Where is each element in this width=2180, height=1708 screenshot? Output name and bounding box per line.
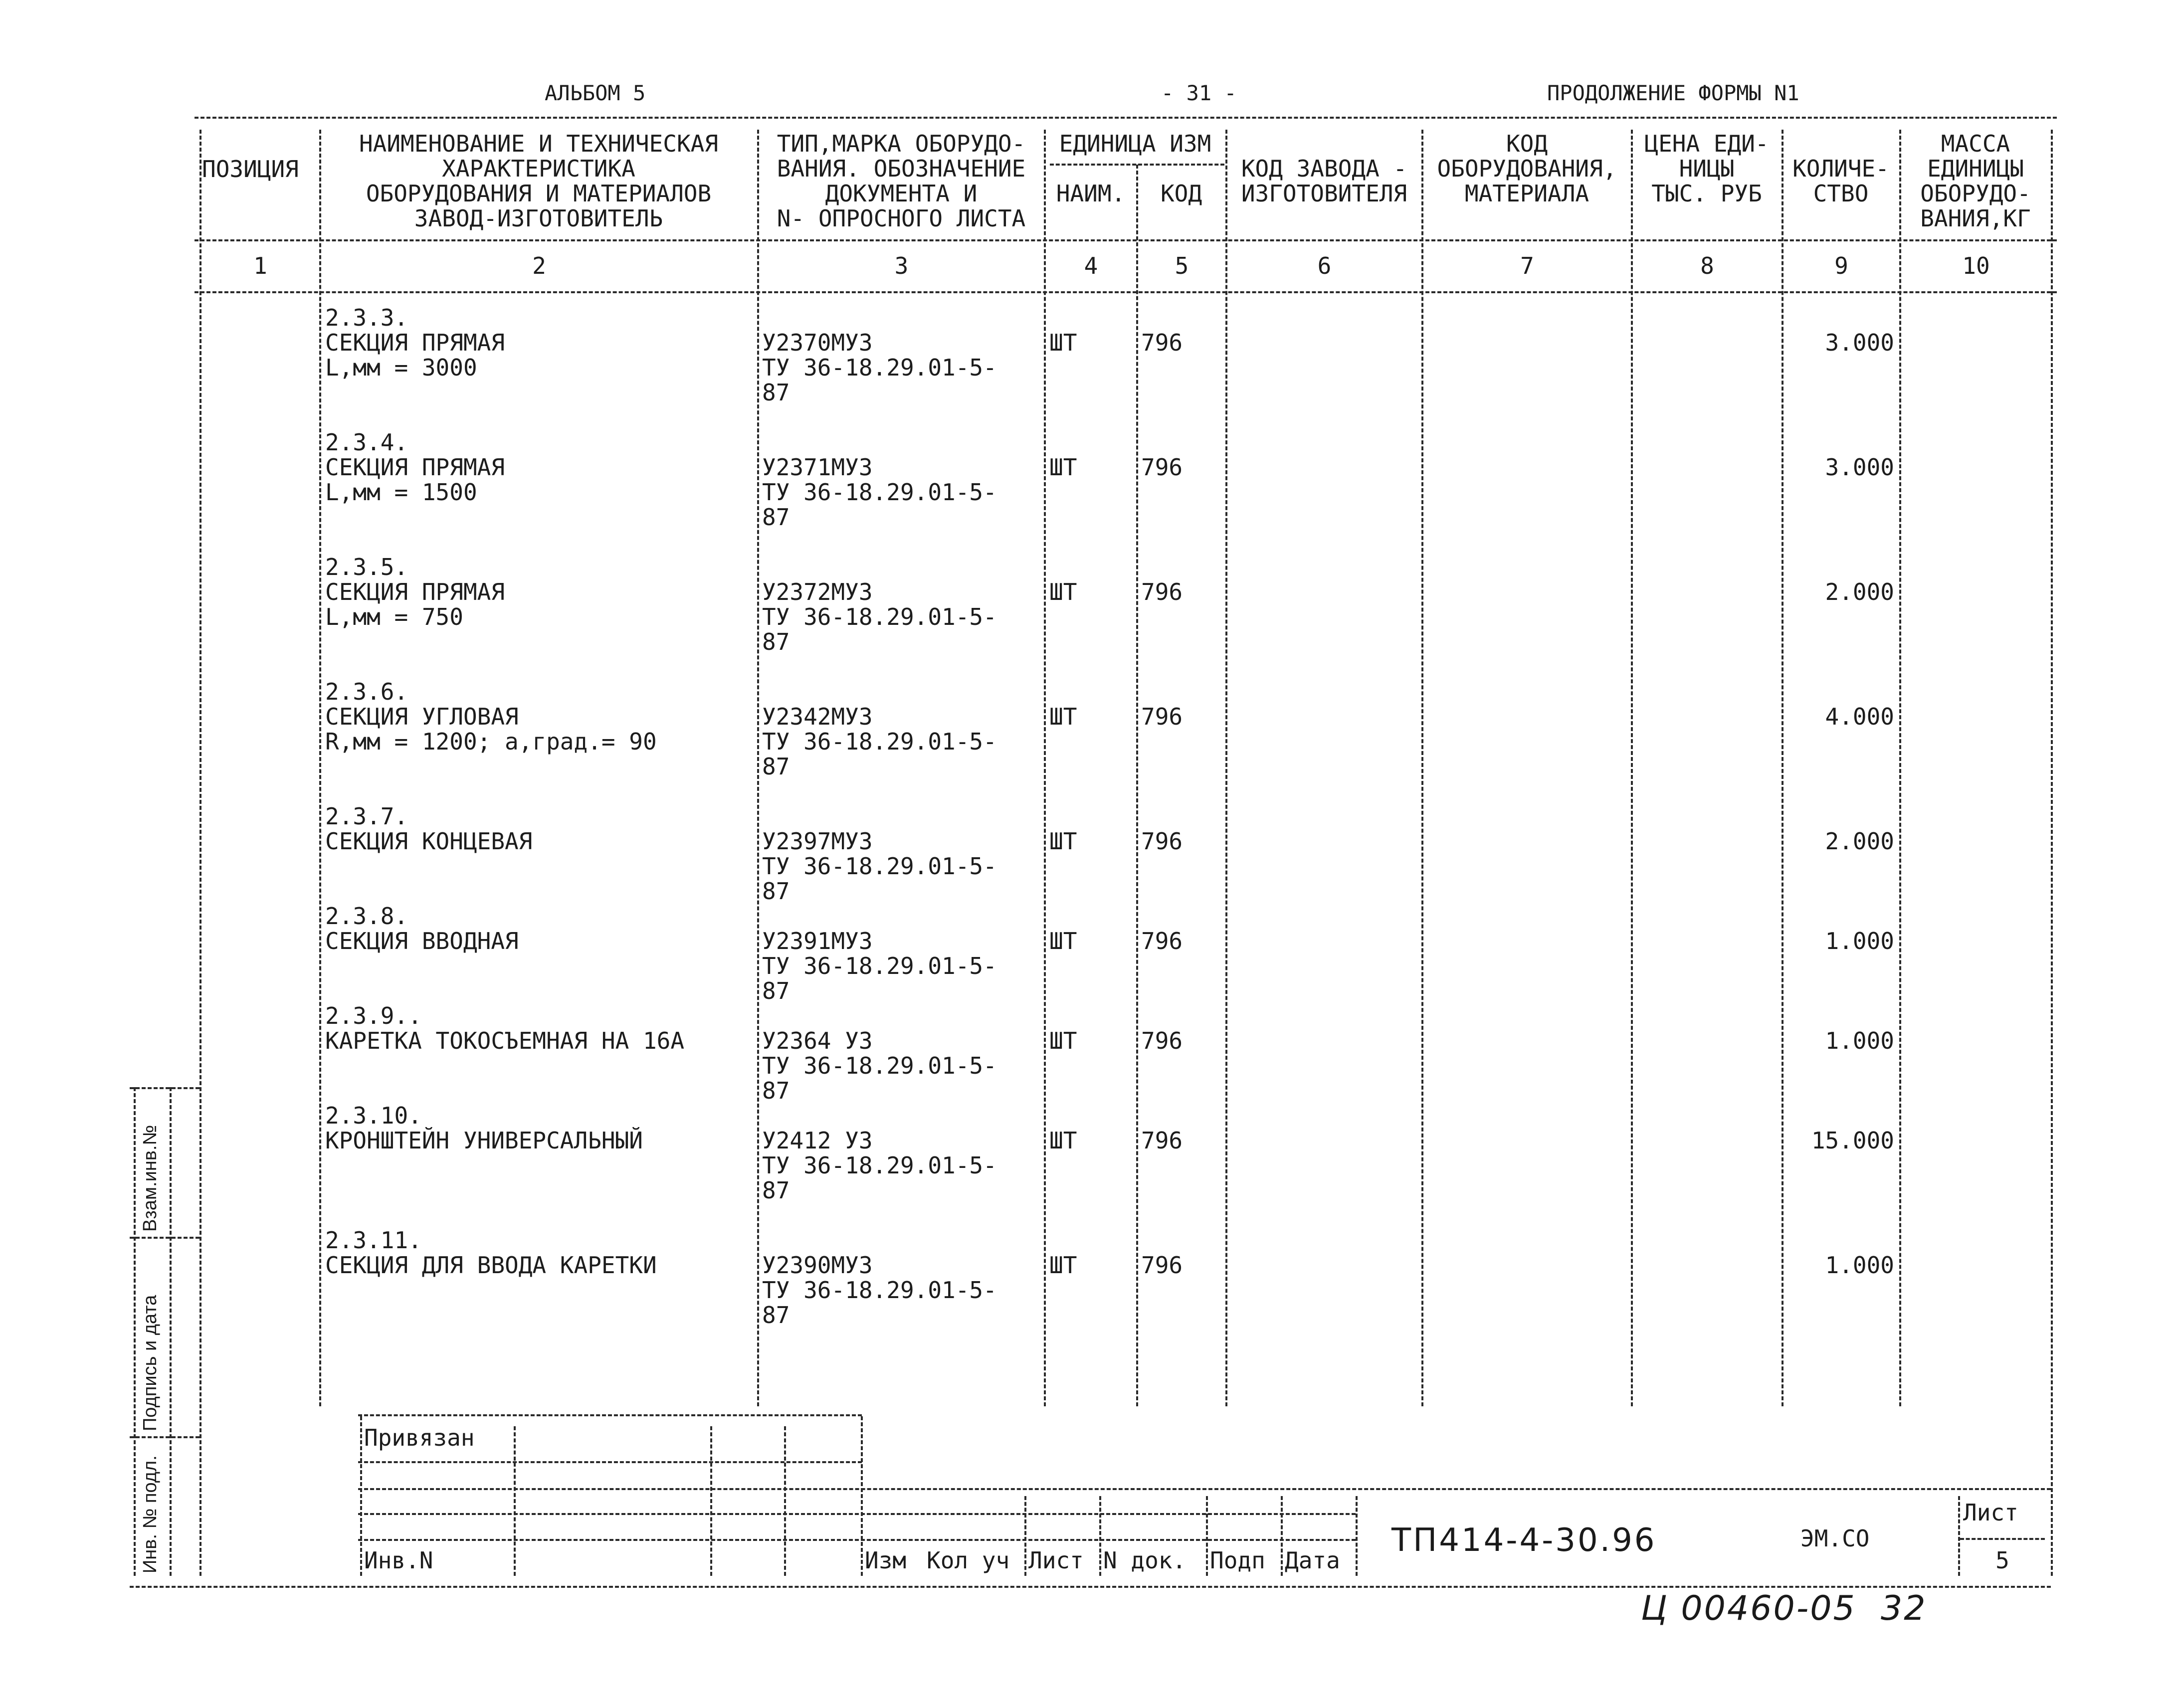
col-header-qty-1: КОЛИЧЕ- (1792, 155, 1889, 182)
row-type-line: ТУ 36-18.29.01-5- (762, 603, 997, 630)
row-unit: ШТ (1049, 828, 1077, 855)
row-number: 2.3.10. (325, 1102, 422, 1129)
stamp-line-i (1281, 1496, 1283, 1576)
col-number-5: 5 (1175, 252, 1189, 279)
stamp-privyazan: Привязан (364, 1424, 475, 1451)
col-line-0 (199, 130, 201, 1576)
row-unit-code: 796 (1141, 828, 1183, 855)
row-type-line: У2390МУЗ (762, 1252, 873, 1279)
col-line-1 (319, 130, 321, 1406)
col-header-mass-1: МАССА (1941, 130, 2010, 157)
row-type-line: 87 (762, 379, 790, 406)
row-name-line: СЕКЦИЯ ПРЯМАЯ (325, 329, 505, 356)
side-rule-3 (130, 1436, 199, 1438)
row-unit: ШТ (1049, 1027, 1077, 1054)
col-number-9: 9 (1834, 252, 1848, 279)
stamp-line-d (784, 1426, 786, 1576)
row-unit: ШТ (1049, 578, 1077, 605)
col-line-9 (1899, 130, 1901, 1406)
row-name-line: КАРЕТКА ТОКОСЪЕМНАЯ НА 16А (325, 1027, 685, 1054)
row-type-line: У2342МУЗ (762, 703, 873, 730)
row-type-line: ТУ 36-18.29.01-5- (762, 1052, 997, 1079)
row-unit: ШТ (1049, 329, 1077, 356)
row-quantity: 1.000 (1825, 928, 1894, 954)
stamp-sheet-number: 5 (1995, 1547, 2009, 1574)
row-unit: ШТ (1049, 703, 1077, 730)
row-unit-code: 796 (1141, 1127, 1183, 1154)
col-header-mass-2: ЕДИНИЦЫ (1927, 155, 2024, 182)
side-podpis: Подпись и дата (140, 1295, 161, 1431)
row-number: 2.3.4. (325, 429, 408, 456)
row-type-line: ТУ 36-18.29.01-5- (762, 1152, 997, 1179)
col-line-5 (1225, 130, 1227, 1406)
rule-sheet-split (1960, 1538, 2045, 1540)
row-name-line: R,мм = 1200; a,град.= 90 (325, 728, 657, 755)
stamp-inv: Инв.N (364, 1547, 433, 1574)
row-name-line: СЕКЦИЯ ПРЯМАЯ (325, 454, 505, 481)
col-line-10 (2051, 130, 2053, 1576)
col-number-7: 7 (1520, 252, 1534, 279)
rule-header-top (195, 117, 2057, 119)
stamp-line-f (1024, 1496, 1026, 1576)
row-unit-code: 796 (1141, 329, 1183, 356)
row-number: 2.3.9.. (325, 1002, 422, 1029)
row-name-line: СЕКЦИЯ КОНЦЕВАЯ (325, 828, 533, 855)
row-quantity: 4.000 (1825, 703, 1894, 730)
handwritten-reference: Ц 00460-05 32 (1641, 1589, 1927, 1628)
row-type-line: ТУ 36-18.29.01-5- (762, 1277, 997, 1304)
col-line-3 (1044, 130, 1046, 1406)
stamp-data: Дата (1285, 1547, 1340, 1574)
col-number-1: 1 (253, 252, 267, 279)
row-unit: ШТ (1049, 928, 1077, 954)
row-type-line: ТУ 36-18.29.01-5- (762, 354, 997, 381)
stamp-podp: Подп (1210, 1547, 1265, 1574)
col-header-price-2: НИЦЫ (1679, 155, 1735, 182)
row-name-line: СЕКЦИЯ ВВОДНАЯ (325, 928, 519, 954)
row-type-line: ТУ 36-18.29.01-5- (762, 728, 997, 755)
row-type-line: 87 (762, 504, 790, 531)
row-quantity: 3.000 (1825, 329, 1894, 356)
col-header-name-3: ОБОРУДОВАНИЯ И МАТЕРИАЛОВ (366, 180, 712, 207)
col-header-name-1: НАИМЕНОВАНИЕ И ТЕХНИЧЕСКАЯ (359, 130, 719, 157)
row-type-line: 87 (762, 977, 790, 1004)
row-quantity: 1.000 (1825, 1027, 1894, 1054)
rule-stamp-r2 (358, 1488, 2051, 1490)
stamp-izm: Изм (865, 1547, 907, 1574)
col-line-4 (1136, 165, 1138, 1406)
col-line-8 (1782, 130, 1784, 1406)
col-header-type-1: ТИП,МАРКА ОБОРУДО- (777, 130, 1026, 157)
stamp-line-g (1099, 1496, 1101, 1576)
stamp-line-e (861, 1416, 863, 1576)
col-line-6 (1421, 130, 1423, 1406)
stamp-kol-uch: Кол уч (927, 1547, 1010, 1574)
stamp-line-a (360, 1416, 362, 1576)
side-line-right (170, 1087, 172, 1576)
side-vzam: Взам.инв.№ (140, 1125, 161, 1232)
col-number-8: 8 (1700, 252, 1714, 279)
row-name-line: КРОНШТЕЙН УНИВЕРСАЛЬНЫЙ (325, 1127, 643, 1154)
col-header-equip-code-2: ОБОРУДОВАНИЯ, (1437, 155, 1617, 182)
col-header-factory-code-1: КОД ЗАВОДА - (1241, 155, 1407, 182)
col-header-unit-code: КОД (1160, 180, 1202, 207)
rule-header-bottom (195, 239, 2057, 241)
stamp-sheet-label: Лист (1963, 1499, 2018, 1526)
row-type-line: У2412 УЗ (762, 1127, 873, 1154)
row-type-line: 87 (762, 628, 790, 655)
row-number: 2.3.3. (325, 304, 408, 331)
stamp-line-j (1356, 1496, 1358, 1576)
row-type-line: 87 (762, 1177, 790, 1204)
rule-page-bottom (130, 1586, 2051, 1588)
row-type-line: 87 (762, 753, 790, 780)
stamp-line-c (710, 1426, 712, 1576)
row-unit-code: 796 (1141, 703, 1183, 730)
stamp-n-dok: N док. (1103, 1547, 1187, 1574)
side-rule-2 (130, 1237, 199, 1239)
stamp-line-h (1206, 1496, 1208, 1576)
row-unit-code: 796 (1141, 454, 1183, 481)
col-header-unit-group: ЕДИНИЦА ИЗМ (1059, 130, 1211, 157)
col-line-2 (757, 130, 759, 1406)
row-quantity: 1.000 (1825, 1252, 1894, 1279)
col-header-type-3: ДОКУМЕНТА И (825, 180, 978, 207)
col-header-mass-3: ОБОРУДО- (1920, 180, 2031, 207)
row-type-line: ТУ 36-18.29.01-5- (762, 479, 997, 506)
continuation-label: ПРОДОЛЖЕНИЕ ФОРМЫ N1 (1547, 81, 1799, 105)
row-unit-code: 796 (1141, 578, 1183, 605)
row-number: 2.3.6. (325, 678, 408, 705)
row-quantity: 15.000 (1811, 1127, 1894, 1154)
row-name-line: СЕКЦИЯ ДЛЯ ВВОДА КАРЕТКИ (325, 1252, 657, 1279)
row-number: 2.3.8. (325, 903, 408, 930)
album-label: АЛЬБОМ 5 (545, 81, 646, 105)
row-unit: ШТ (1049, 1127, 1077, 1154)
stamp-mark: ЭМ.СО (1800, 1525, 1870, 1552)
row-unit: ШТ (1049, 454, 1077, 481)
col-number-4: 4 (1084, 252, 1098, 279)
col-header-qty-2: СТВО (1813, 180, 1869, 207)
col-number-2: 2 (532, 252, 546, 279)
col-header-mass-4: ВАНИЯ,КГ (1920, 205, 2031, 232)
col-number-6: 6 (1317, 252, 1332, 279)
stamp-doc-code: ТП414-4-30.96 (1391, 1522, 1657, 1559)
row-quantity: 2.000 (1825, 578, 1894, 605)
row-type-line: У2364 УЗ (762, 1027, 873, 1054)
row-name-line: L,мм = 750 (325, 603, 463, 630)
rule-numbers-bottom (195, 291, 2057, 293)
col-header-unit-name: НАИМ. (1056, 180, 1126, 207)
col-number-10: 10 (1962, 252, 1990, 279)
row-type-line: У2370МУЗ (762, 329, 873, 356)
row-type-line: У2371МУЗ (762, 454, 873, 481)
row-number: 2.3.7. (325, 803, 408, 830)
stamp-line-b (514, 1426, 516, 1576)
row-type-line: 87 (762, 1302, 790, 1328)
row-type-line: ТУ 36-18.29.01-5- (762, 952, 997, 979)
col-number-3: 3 (894, 252, 909, 279)
row-type-line: У2391МУЗ (762, 928, 873, 954)
row-type-line: ТУ 36-18.29.01-5- (762, 853, 997, 880)
row-type-line: 87 (762, 1077, 790, 1104)
row-unit-code: 796 (1141, 928, 1183, 954)
row-unit: ШТ (1049, 1252, 1077, 1279)
rule-stamp-top (358, 1414, 862, 1416)
col-header-equip-code-3: МАТЕРИАЛА (1464, 180, 1589, 207)
side-line-left (134, 1087, 136, 1576)
col-header-factory-code-2: ИЗГОТОВИТЕЛЯ (1241, 180, 1407, 207)
row-unit-code: 796 (1141, 1027, 1183, 1054)
row-name-line: L,мм = 1500 (325, 479, 477, 506)
side-inv-podl: Инв. № подл. (140, 1455, 161, 1573)
row-name-line: СЕКЦИЯ ПРЯМАЯ (325, 578, 505, 605)
col-header-type-2: ВАНИЯ. ОБОЗНАЧЕНИЕ (777, 155, 1026, 182)
col-header-type-4: N- ОПРОСНОГО ЛИСТА (777, 205, 1026, 232)
page-number: - 31 - (1161, 81, 1237, 105)
row-type-line: У2397МУЗ (762, 828, 873, 855)
col-line-7 (1631, 130, 1633, 1406)
row-name-line: СЕКЦИЯ УГЛОВАЯ (325, 703, 519, 730)
row-unit-code: 796 (1141, 1252, 1183, 1279)
col-header-price-1: ЦЕНА ЕДИ- (1644, 130, 1769, 157)
row-quantity: 2.000 (1825, 828, 1894, 855)
row-number: 2.3.11. (325, 1227, 422, 1254)
row-quantity: 3.000 (1825, 454, 1894, 481)
side-rule-1 (130, 1087, 199, 1089)
rule-stamp-r1 (358, 1461, 862, 1463)
col-header-name-2: ХАРАКТЕРИСТИКА (442, 155, 635, 182)
stamp-list: Лист (1028, 1547, 1084, 1574)
col-header-price-3: ТЫС. РУБ (1651, 180, 1762, 207)
row-type-line: 87 (762, 878, 790, 905)
col-header-position: ПОЗИЦИЯ (202, 156, 299, 183)
col-header-name-4: ЗАВОД-ИЗГОТОВИТЕЛЬ (414, 205, 663, 232)
col-header-equip-code-1: КОД (1506, 130, 1548, 157)
row-number: 2.3.5. (325, 554, 408, 580)
row-name-line: L,мм = 3000 (325, 354, 477, 381)
row-type-line: У2372МУЗ (762, 578, 873, 605)
